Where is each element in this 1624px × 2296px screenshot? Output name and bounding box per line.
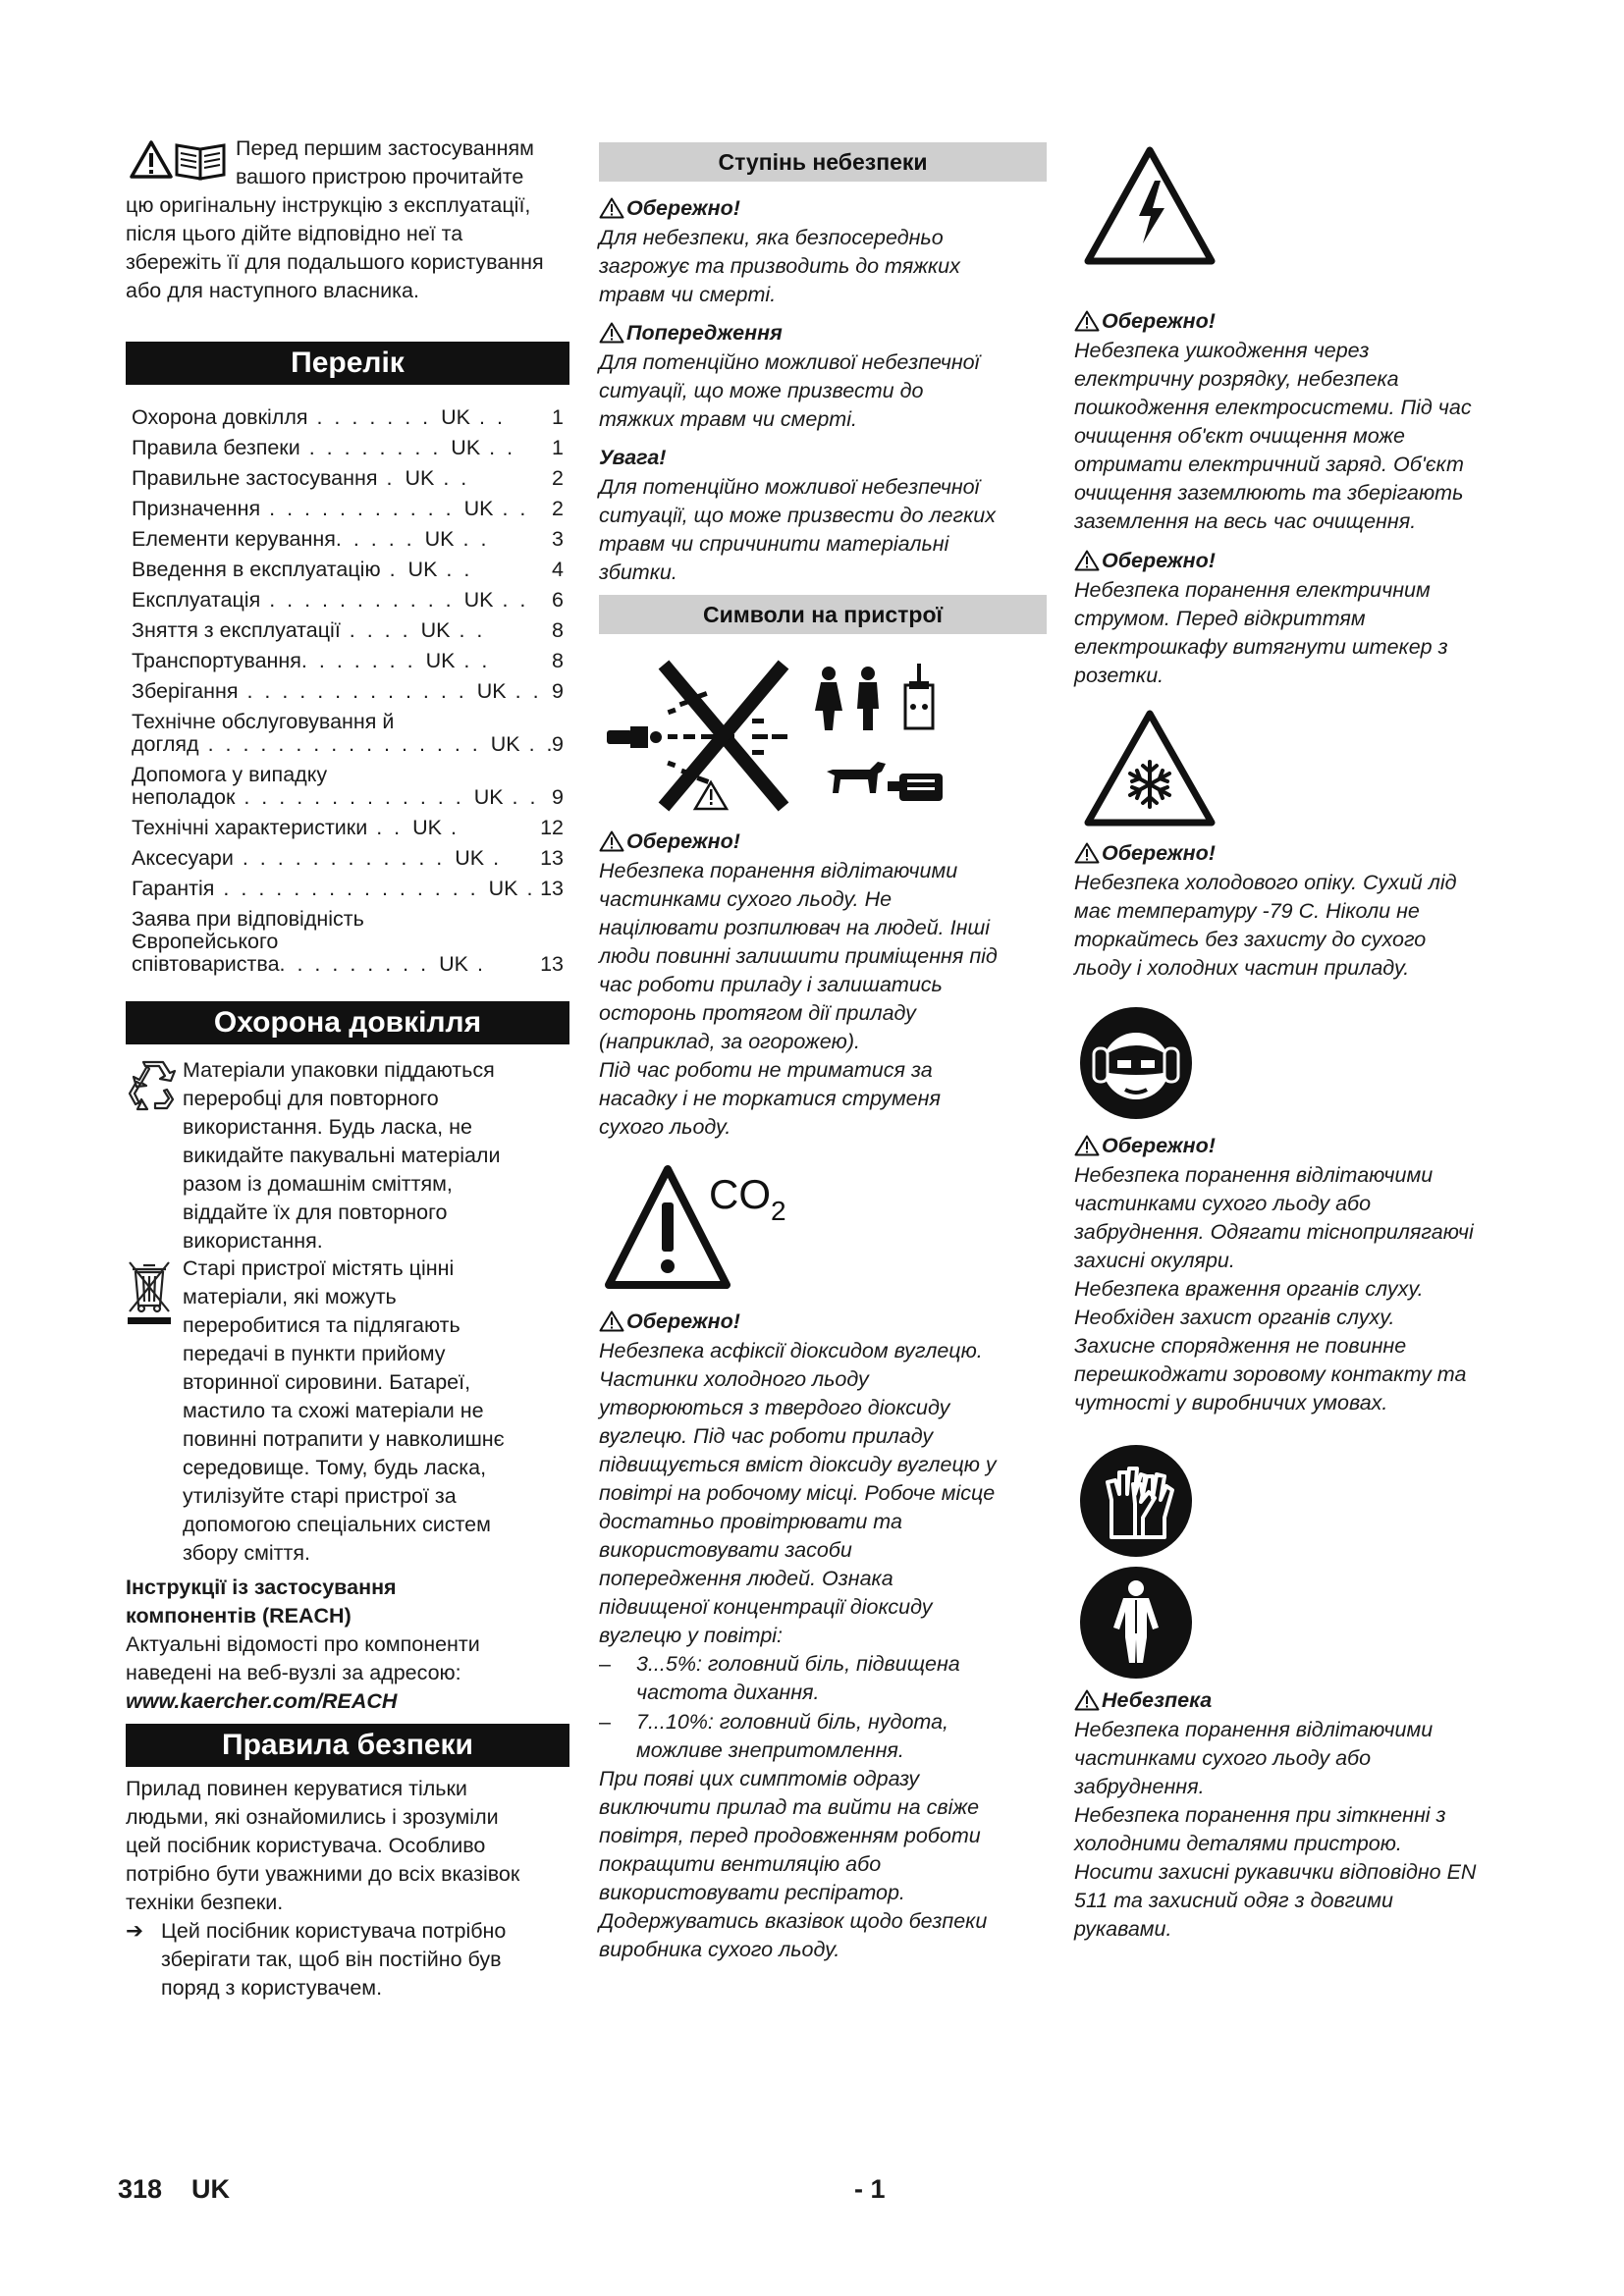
list-item-line: можливе знепритомлення. [636,1738,904,1762]
toc-title: Експлуатація [132,588,261,612]
toc-item-continued[interactable] [132,784,569,811]
warning-flying-particles [1074,1132,1518,1159]
warning-electric-shock [1074,547,1518,574]
text-line: ситуації, що може призвести до легких [599,504,996,527]
text-line: перешкоджати зоровому контакту та [1074,1362,1467,1386]
toc-title: Зняття з експлуатації [132,618,341,642]
text-line: травм чи смерті. [599,283,777,306]
co2-sign-label [709,1171,1047,1226]
text-line: отримати електричний заряд. Об'єкт [1074,453,1464,476]
toc-page: 9 [552,785,564,809]
warning-triangle-icon [1074,842,1100,864]
protective-gloves-icon [1078,1443,1194,1559]
text-line: Небезпека ушкодження через [1074,339,1370,362]
text-line: частинками сухого льоду або [1074,1192,1372,1215]
toc-item[interactable] [132,815,569,841]
warning-label: Попередження [626,321,783,345]
text-line: пошкодження електросистеми. Під час [1074,396,1472,419]
toc-sep: . . [454,527,490,551]
toc-lang: UK [405,466,435,490]
toc-page: 1 [552,405,564,429]
text-line: викидайте пакувальні матеріали [183,1144,501,1167]
text-line: час роботи приладу і залишатись [599,973,943,996]
section-header-environment: Охорона довкілля [126,1001,569,1044]
text-line: льоду і холодних частин приладу. [1074,956,1410,980]
toc-item[interactable] [132,557,569,583]
toc-sep: . . [437,558,473,581]
reach-title-line-2: компонентів (REACH) [126,1604,352,1628]
warning-cold-burn [1074,839,1518,867]
text-line: віддайте їх для повторного [183,1201,448,1224]
text-line: 511 та захисний одяг з довгими [1074,1889,1393,1912]
warning-triangle-icon [599,197,624,219]
toc-page: 3 [552,527,564,551]
text-line: людьми, які ознайомились і зрозуміли [126,1805,499,1829]
section-header-contents: Перелік [126,342,569,385]
warning-triangle-icon [599,1310,624,1332]
list-dash: – [599,1710,611,1734]
toc-title: Європейського [132,930,279,953]
text-line: націлювати розпилювач на людей. Інші [599,916,991,939]
toc-item[interactable] [132,617,569,644]
text-line: Носити захисні рукавички відповідно EN [1074,1860,1477,1884]
text-line: використовувати респіратор. [599,1881,905,1904]
toc-page: 13 [540,877,564,900]
text-line: холодними деталями пристрою. [1074,1832,1402,1855]
toc-sep: . . [493,588,529,612]
toc-sep: . [442,816,460,839]
toc-lang: UK [473,785,504,809]
warning-label: Обережно! [626,196,740,220]
toc-page: 8 [552,649,564,672]
reach-text-line-1: Актуальні відомості про компоненти [126,1632,480,1656]
intro-text: цю оригінальну інструкцію з експлуатації, після цього дійте відповідно неї та збережіть її для подальшого користування або для наступного власника. [126,193,544,302]
toc-dots: . . . . . . . . . . . [260,588,455,612]
text-line: переробитися та підлягають [183,1313,460,1337]
toc-lang: UK [463,497,494,520]
warning-label: Небезпека [1102,1688,1213,1712]
toc-lang: UK [439,952,468,976]
section-header-safety: Правила безпеки [126,1724,569,1767]
toc-title: Правильне застосування [132,466,378,490]
toc-title: Введення в експлуатацію [132,558,381,581]
text-line: використання. Будь ласка, не [183,1115,472,1139]
warning-label: Обережно! [626,1309,740,1333]
text-line: Цей посібник користувача потрібно [161,1919,507,1943]
toc-page: 8 [552,618,564,642]
warning-label: Обережно! [1102,549,1216,572]
toc-dots: . [377,466,396,490]
text-line: вуглецю у повітрі: [599,1624,784,1647]
toc-item[interactable] [132,587,569,614]
text-line: очищення заземлюють та зберігають [1074,481,1464,505]
reach-title-line-1: Інструкції із застосування [126,1575,397,1599]
toc-sep: . . [503,785,539,809]
cold-hazard-sign-icon [1084,709,1216,828]
text-line: електрошкафу витягнути штекер з [1074,635,1448,659]
crossed-out-bin-icon [126,1258,173,1327]
text-line: люди повинні залишити приміщення під [599,944,998,968]
toc-title: Технічні характеристики [132,816,368,839]
toc-sep: . . [480,436,516,459]
text-line: рукавами. [1074,1917,1172,1941]
toc-dots: . . . . . . . . . . . . . [235,785,464,809]
toc-title: Охорона довкілля [132,405,308,429]
toc-sep: . . [506,679,542,703]
toc-page: 4 [552,558,564,581]
footer-page-number: 318 [118,2174,163,2204]
text-line: тяжких травм чи смерті. [599,407,857,431]
toc-lang: UK [425,649,456,672]
toc-dots: . . . . . [335,527,415,551]
high-voltage-sign-icon [1084,145,1216,267]
intro-line-2: вашого пристрою прочитайте [236,165,524,188]
warning-attention [599,444,1047,471]
toc-title: Технічне обслуговування й [132,710,395,733]
toc-dots: . . . . . . . . [299,436,442,459]
toc-lang: UK [490,732,520,756]
toc-lang: UK [407,558,438,581]
toc-dots: . . . . . . . [307,405,432,429]
list-item-line: частота дихання. [636,1681,820,1704]
warning-label: Обережно! [626,829,740,853]
text-line: зберігати так, щоб він постійно був [161,1948,502,1971]
text-line: ситуації, що може призвести до [599,379,924,402]
warning-danger [599,194,1047,222]
text-line: збитки. [599,561,677,584]
toc-page: 13 [540,952,564,976]
toc-title: Заява при відповідність [132,907,364,931]
text-line: (наприклад, за огорожею). [599,1030,860,1053]
intro-line-1: Перед першим застосуванням [236,136,534,160]
text-line: повітря, перед продовженням роботи [599,1824,981,1847]
text-line: забруднення. Одягати тіснoприлягаючі [1074,1220,1474,1244]
text-line: підвищеної концентрації діоксиду [599,1595,933,1619]
protective-clothing-icon [1078,1565,1194,1681]
toc-page: 1 [552,436,564,459]
toc-lang: UK [451,436,481,459]
toc-lang: UK [420,618,451,642]
toc-title: Гарантія [132,877,215,900]
text-line: Старі пристрої містять цінні [183,1256,455,1280]
list-item-line: 3...5%: головний біль, підвищена [636,1652,960,1676]
toc-dots: . . . . . . . . . . . [260,497,455,520]
toc-page: 9 [552,732,564,756]
text-line: частинками сухого льоду. Не [599,887,893,911]
text-line: утилізуйте старі пристрої за [183,1484,457,1508]
text-line: достатньо провітрювати та [599,1510,902,1533]
toc-title: Зберігання [132,679,239,703]
text-line: частинками сухого льоду або [1074,1746,1372,1770]
text-line: збору сміття. [183,1541,310,1565]
warning-danger-cold-parts [1074,1686,1518,1714]
section-header-hazard-levels: Ступінь небезпеки [599,142,1047,182]
text-line: струмом. Перед відкриттям [1074,607,1366,630]
warning-electrostatic [1074,307,1518,335]
toc-title: співтовариства [132,952,280,976]
arrow-icon: ➔ [126,1919,144,1943]
text-line: Для потенційно можливої небезпечної [599,350,980,374]
toc-dots: . . . . . . . . . . . . . . . . [198,732,481,756]
toc-dots: . . . . . . . . . . . . . . . [214,877,479,900]
toc-lang: UK [455,846,485,870]
toc-lang: UK [463,588,494,612]
toc-dots: . . . . . . . [300,649,416,672]
text-line: допомогою спеціальних систем [183,1513,491,1536]
toc-title: догляд [132,732,199,756]
text-line: цей посібник користувача. Особливо [126,1834,486,1857]
toc-item[interactable] [132,404,569,431]
toc-dots: . . . . . . . . . [279,952,430,976]
toc-page: 9 [552,679,564,703]
text-line: повітрі на робочому місці. Робоче місце [599,1481,996,1505]
toc-item[interactable] [132,465,569,492]
toc-title: Правила безпеки [132,436,300,459]
text-line: травм чи спричинити матеріальні [599,532,949,556]
toc-page: 2 [552,466,564,490]
text-line: Небезпека поранення відлітаючими [1074,1163,1434,1187]
toc-item-continued[interactable] [132,731,569,758]
warning-triangle-icon [1074,1689,1100,1711]
text-line: Під час роботи не триматися за [599,1058,933,1082]
toc-title: Допомога у випадку [132,763,328,786]
toc-title: Аксесуари [132,846,234,870]
toc-page: 13 [540,846,564,870]
text-line: Небезпека поранення відлітаючими [1074,1718,1434,1741]
toc-sep: . [517,877,536,900]
text-line: забруднення. [1074,1775,1205,1798]
toc-sep: . [467,952,486,976]
text-line: вуглецю. Під час роботи приладу [599,1424,934,1448]
toc-item[interactable] [132,876,569,902]
eye-and-ear-protection-icon [1078,1005,1194,1121]
text-line: електричну розрядку, небезпека [1074,367,1399,391]
text-line: виробника сухого льоду. [599,1938,840,1961]
text-line: середовище. Тому, будь ласка, [183,1456,487,1479]
text-line: торкайтесь без захисту до сухого [1074,928,1427,951]
toc-lang: UK [476,679,507,703]
warning-triangle-icon [1074,1135,1100,1156]
warning-triangle-icon [599,830,624,852]
text-line: підвищується вміст діоксиду вуглецю у [599,1453,997,1476]
toc-page: 2 [552,497,564,520]
text-line: поряд з користувачем. [161,1976,383,2000]
text-line: загрожує та призводить до тяжких [599,254,960,278]
text-line: Небезпека асфіксії діоксидом вуглецю. [599,1339,983,1362]
spray-hazard-pictogram [605,660,958,817]
section-header-device-symbols: Символи на пристрої [599,595,1047,634]
toc-title: неполадок [132,785,236,809]
warning-label: Обережно! [1102,841,1216,865]
text-line: використовувати засоби [599,1538,852,1562]
reach-text-line-2: наведені на веб-вузлі за адресою: [126,1661,461,1684]
text-line: очищення об'єкт очищення може [1074,424,1405,448]
toc-sep: . [484,846,503,870]
text-line: осторонь протягом дії приладу [599,1001,916,1025]
text-line: Небезпека поранення електричним [1074,578,1431,602]
text-line: сухого льоду. [599,1115,731,1139]
toc-item-continued[interactable] [132,951,569,978]
text-line: Прилад повинен керуватися тільки [126,1777,467,1800]
warning-triangle-icon [1074,310,1100,332]
text-line: разом із домашнім сміттям, [183,1172,453,1196]
text-line: захисні окуляри. [1074,1249,1235,1272]
text-line: використання. [183,1229,323,1253]
text-line: попередження людей. Ознака [599,1567,893,1590]
text-line: При появі цих симптомів одразу [599,1767,920,1790]
text-line: Для потенційно можливої небезпечної [599,475,980,499]
toc-item[interactable] [132,678,569,705]
text-line: чутності у виробничих умовах. [1074,1391,1388,1415]
toc-page: 12 [540,816,564,839]
list-item-line: 7...10%: головний біль, нудота, [636,1710,948,1734]
text-line: переробці для повторного [183,1087,439,1110]
text-line: вторинної сировини. Батареї, [183,1370,471,1394]
warning-triangle-icon [1074,550,1100,571]
text-line: передачі в пункти прийому [183,1342,446,1365]
text-line: мастило та схожі матеріали не [183,1399,484,1422]
warning-triangle-icon [599,322,624,344]
text-line: Небезпека поранення при зіткненні з [1074,1803,1446,1827]
toc-dots: . . . . . . . . . . . . [233,846,446,870]
toc-item[interactable] [132,648,569,674]
footer-page-index: - 1 [854,2174,886,2204]
toc-dots: . . [367,816,404,839]
toc-item[interactable] [132,496,569,522]
text-line: Захисне спорядження не повинне [1074,1334,1407,1358]
toc-title: Призначення [132,497,261,520]
text-line: має температуру -79 С. Ніколи не [1074,899,1420,923]
text-line: техніки безпеки. [126,1891,284,1914]
text-line: виключити прилад та вийти на свіже [599,1795,980,1819]
warning-and-manual-icon [130,139,232,181]
toc-sep: . . [434,466,470,490]
toc-item[interactable] [132,845,569,872]
list-dash: – [599,1652,611,1676]
toc-sep: . . [470,405,506,429]
text-line: заземлення на весь час очищення. [1074,509,1417,533]
co2-subscript: 2 [771,1196,786,1226]
toc-sep: . . [450,618,486,642]
warning-label: Увага! [599,446,667,469]
text-line: насадку і не торкатися струменя [599,1087,941,1110]
text-line: Матеріали упаковки піддаються [183,1058,495,1082]
toc-item[interactable] [132,526,569,553]
toc-dots: . . . . . . . . . . . . . [238,679,467,703]
toc-sep: . . [519,732,556,756]
warning-label: Обережно! [1102,309,1216,333]
toc-item[interactable] [132,435,569,461]
warning-caution [599,319,1047,347]
text-line: утворюються з твердого діоксиду [599,1396,950,1419]
toc-lang: UK [441,405,471,429]
text-line: Для небезпеки, яка безпосередньо [599,226,944,249]
toc-sep: . . [493,497,529,520]
toc-title: Транспортування [132,649,301,672]
footer-language: UK [191,2174,230,2204]
warning-label: Обережно! [1102,1134,1216,1157]
toc-title: Елементи керування [132,527,336,551]
text-line: Необхіден захист органів слуху. [1074,1306,1395,1329]
warning-co2 [599,1308,1047,1335]
text-line: Додержуватись вказівок щодо безпеки [599,1909,988,1933]
reach-url-link[interactable]: www.kaercher.com/REACH [126,1689,398,1713]
toc-page: 6 [552,588,564,612]
text-line: Частинки холодного льоду [599,1367,869,1391]
warning-dry-ice-particles [599,828,1047,855]
text-line: розетки. [1074,664,1164,687]
co2-text: CO [709,1171,771,1217]
recycle-icon [128,1060,177,1111]
text-line: матеріали, які можуть [183,1285,397,1308]
text-line: Небезпека поранення відлітаючими [599,859,958,882]
text-line: покращити вентиляцію або [599,1852,882,1876]
toc-dots: . . . . [340,618,411,642]
text-line: потрібно бути уважними до всіх вказівок [126,1862,520,1886]
text-line: повинні потрапити у навколишнє [183,1427,505,1451]
toc-sep: . . [455,649,491,672]
toc-dots: . [380,558,399,581]
toc-lang: UK [424,527,455,551]
toc-lang: UK [412,816,442,839]
text-line: Небезпека враження органів слуху. [1074,1277,1424,1301]
toc-lang: UK [488,877,518,900]
text-line: Небезпека холодового опіку. Сухий лід [1074,871,1457,894]
